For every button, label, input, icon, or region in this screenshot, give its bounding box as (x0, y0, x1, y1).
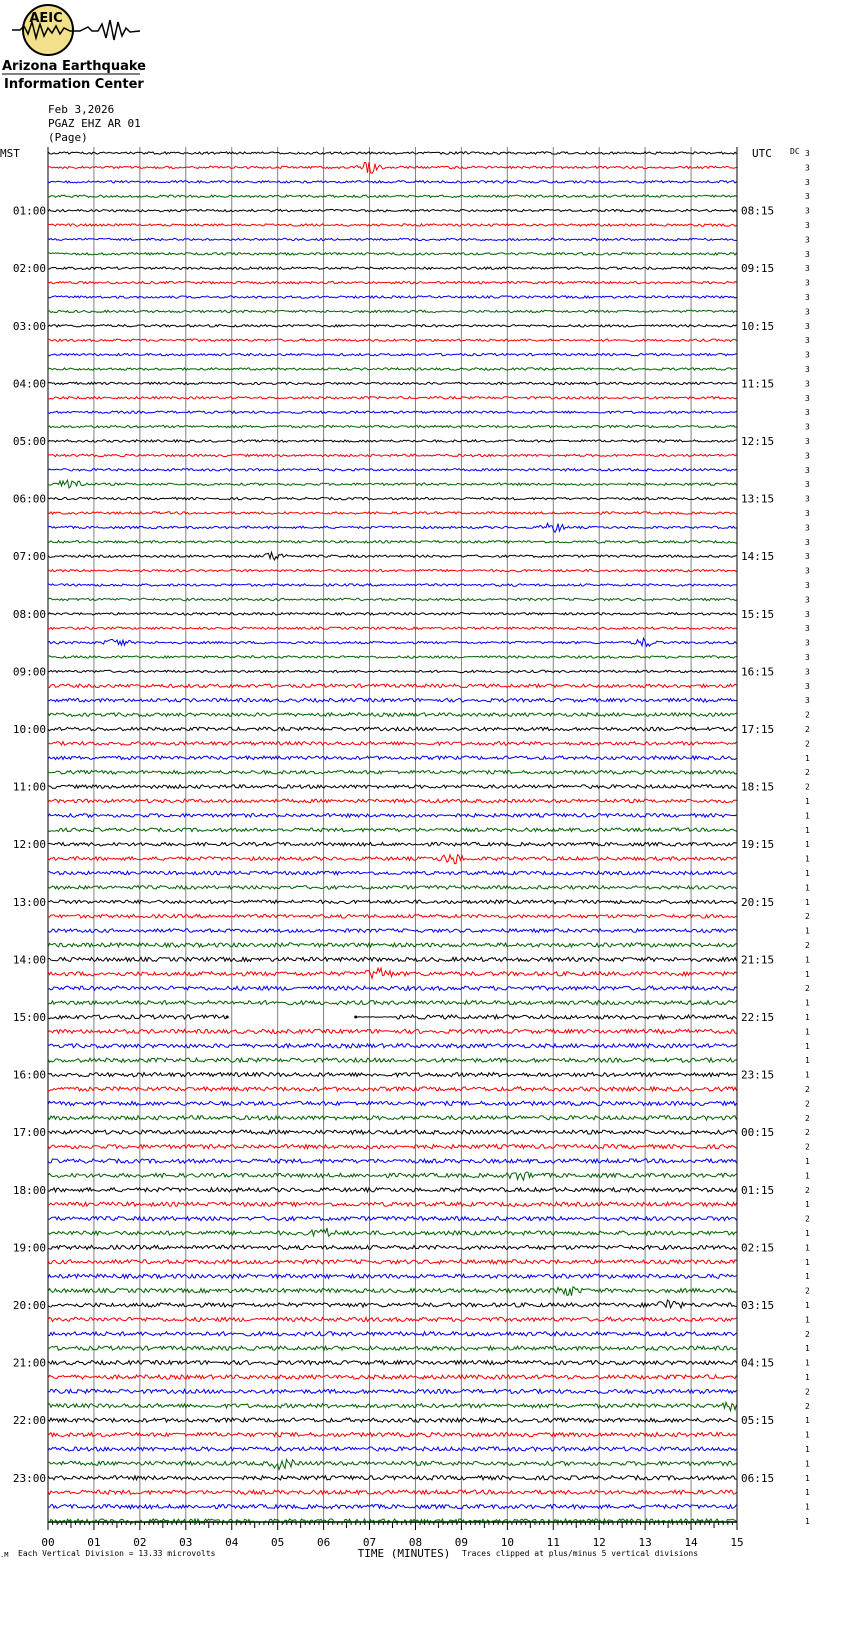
dc-offset-value: 3 (805, 667, 810, 677)
dc-offset-value: 3 (805, 264, 810, 274)
dc-offset-value: 2 (805, 1113, 810, 1123)
dc-offset-value: 2 (805, 1401, 810, 1411)
dc-offset-value: 2 (805, 1142, 810, 1152)
trace-row-91 (48, 1459, 737, 1469)
dc-offset-value: 1 (805, 1157, 810, 1166)
trace-row-18 (48, 411, 737, 413)
utc-hour-label: 04:15 (741, 1356, 775, 1370)
trace-row-74 (48, 1217, 737, 1221)
time-tick-label: 05 (271, 1536, 285, 1549)
time-tick-label: 12 (592, 1536, 606, 1549)
dc-offset-value: 2 (805, 941, 810, 950)
mst-hour-label: 01:00 (12, 204, 46, 218)
trace-row-64 (48, 1073, 737, 1077)
trace-row-48 (48, 842, 737, 846)
trace-row-51 (48, 886, 737, 890)
plot-date: Feb 3,2026 (48, 103, 115, 116)
dc-offset-value: 3 (805, 696, 810, 706)
dc-offset-value: 3 (805, 523, 810, 533)
dc-offset-value: 1 (805, 1200, 810, 1210)
dc-offset-value: 3 (805, 321, 810, 331)
trace-row-56 (48, 957, 737, 961)
dc-offset-value: 1 (805, 854, 810, 864)
dc-offset-value: 3 (805, 393, 810, 403)
trace-row-42 (48, 756, 737, 760)
utc-hour-label: 05:15 (741, 1414, 775, 1428)
trace-row-25 (48, 512, 737, 514)
dc-offset-value: 3 (805, 609, 810, 619)
dc-offset-value: 3 (805, 537, 810, 547)
time-tick-label: 06 (316, 1536, 331, 1549)
logo-line2: Information Center (4, 77, 144, 92)
utc-hour-label: 03:15 (741, 1299, 775, 1312)
mst-hour-label: 17:00 (12, 1126, 46, 1140)
dc-offset-value: 1 (805, 1473, 810, 1483)
dc-offset-value: 1 (805, 753, 810, 763)
mst-hour-label: 14:00 (12, 953, 46, 967)
trace-row-16 (48, 382, 737, 384)
dc-offset-value: 1 (805, 797, 810, 806)
dc-offset-value: 3 (805, 365, 810, 374)
dc-offset-value: 1 (805, 998, 810, 1008)
trace-row-54 (48, 929, 737, 933)
trace-row-13 (48, 339, 737, 341)
time-tick-label: 01 (87, 1536, 101, 1549)
trace-row-84 (48, 1361, 737, 1365)
trace-row-79 (48, 1287, 737, 1296)
trace-row-44 (48, 785, 737, 789)
trace-row-76 (48, 1245, 737, 1249)
dc-offset-value: 3 (805, 307, 810, 317)
dc-offset-value: 1 (805, 897, 810, 907)
trace-row-47 (48, 828, 737, 832)
dc-offset-value: 1 (805, 1315, 810, 1325)
utc-hour-label: 01:15 (741, 1183, 775, 1197)
mst-hour-label: 08:00 (12, 607, 46, 621)
dc-offset-value: 3 (805, 624, 810, 634)
trace-row-15 (48, 368, 737, 370)
dc-offset-value: 2 (805, 768, 810, 778)
trace-row-43 (48, 770, 737, 774)
dc-offset-value: 3 (805, 293, 810, 302)
trace-row-71 (48, 1172, 737, 1180)
trace-row-77 (48, 1260, 737, 1264)
dc-offset-value: 3 (805, 192, 810, 202)
trace-row-89 (48, 1433, 737, 1437)
trace-row-49 (48, 855, 737, 864)
dc-offset-value: 2 (805, 1214, 810, 1224)
dc-offset-value: 3 (805, 422, 810, 432)
dc-column-label: DC (790, 147, 800, 156)
dc-offset-value: 1 (805, 1041, 810, 1051)
mst-hour-label: 03:00 (12, 319, 46, 333)
mst-hour-label: 16:00 (12, 1068, 46, 1082)
dc-offset-value: 2 (805, 1286, 810, 1296)
trace-row-46 (48, 814, 737, 818)
dc-offset-value: 1 (805, 1171, 810, 1181)
utc-hour-label: 22:15 (741, 1011, 775, 1024)
dc-offset-value: 1 (805, 1070, 810, 1080)
dc-offset-value: 3 (805, 350, 810, 360)
trace-row-4 (48, 209, 737, 211)
utc-hour-label: 13:15 (741, 492, 775, 506)
dc-offset-value: 1 (805, 1243, 810, 1253)
dc-offset-value: 3 (805, 465, 810, 475)
dc-offset-value: 1 (805, 1257, 810, 1267)
mst-hour-label: 02:00 (12, 262, 46, 276)
trace-row-52 (48, 900, 737, 904)
trace-row-66 (48, 1101, 737, 1105)
utc-hour-label: 20:15 (741, 895, 775, 909)
trace-row-83 (48, 1346, 737, 1350)
trace-row-19 (48, 425, 737, 427)
dc-offset-value: 1 (805, 1344, 810, 1354)
trace-row-1 (48, 162, 737, 173)
dc-offset-value: 1 (805, 1373, 810, 1382)
trace-row-61 (48, 1029, 737, 1033)
logo-initials: AEIC (29, 11, 63, 26)
dc-offset-value: 3 (805, 595, 810, 605)
trace-row-55 (48, 943, 737, 947)
utc-hour-label: 14:15 (741, 550, 775, 564)
trace-row-36 (48, 670, 737, 672)
trace-row-75 (48, 1228, 737, 1236)
utc-hour-label: 18:15 (741, 780, 775, 794)
trace-row-63 (48, 1058, 737, 1062)
dc-offset-value: 3 (805, 379, 810, 389)
trace-row-72 (48, 1188, 737, 1192)
trace-row-14 (48, 353, 737, 355)
utc-hour-label: 10:15 (741, 319, 775, 333)
dc-offset-value: 3 (805, 552, 810, 562)
dc-offset-value: 3 (805, 206, 810, 216)
dc-offset-value: 3 (805, 221, 810, 230)
trace-row-45 (48, 799, 737, 803)
trace-row-60 (357, 1015, 737, 1019)
dc-offset-value: 3 (805, 163, 810, 173)
time-tick-label: 15 (730, 1536, 744, 1549)
trace-row-60 (48, 1015, 227, 1019)
dc-offset-value: 3 (805, 681, 810, 691)
dc-offset-value: 3 (805, 509, 810, 518)
trace-row-7 (48, 253, 737, 255)
dc-offset-value: 1 (805, 926, 810, 936)
station-code: PGAZ EHZ AR 01 (48, 117, 141, 130)
utc-hour-label: 16:15 (741, 665, 775, 679)
trace-row-93 (48, 1490, 737, 1494)
dc-offset-value: 1 (805, 1301, 810, 1310)
trace-row-40 (48, 727, 737, 731)
dc-offset-value: 1 (805, 1445, 810, 1454)
dc-offset-value: 1 (805, 1416, 810, 1426)
dc-offset-value: 1 (805, 1459, 810, 1469)
dc-offset-value: 1 (805, 955, 810, 965)
trace-row-85 (48, 1375, 737, 1379)
trace-row-87 (48, 1402, 737, 1410)
trace-row-68 (48, 1130, 737, 1134)
dc-offset-value: 1 (805, 1013, 810, 1022)
dc-offset-value: 2 (805, 1387, 810, 1397)
trace-row-38 (48, 698, 737, 702)
dc-offset-value: 1 (805, 1272, 810, 1282)
trace-row-5 (48, 224, 737, 226)
mst-hour-label: 11:00 (12, 780, 46, 794)
trace-row-28 (48, 552, 737, 560)
trace-row-24 (48, 497, 737, 499)
gap-marker (226, 1016, 229, 1019)
mst-hour-label: 23:00 (12, 1471, 46, 1485)
utc-hour-label: 12:15 (741, 435, 775, 448)
mst-hour-label: 09:00 (12, 665, 46, 679)
dc-offset-value: 3 (805, 278, 810, 288)
gap-marker (354, 1016, 357, 1019)
dc-offset-value: 3 (805, 437, 810, 446)
dc-offset-value: 1 (805, 883, 810, 893)
mst-hour-label: 21:00 (12, 1356, 46, 1370)
dc-offset-value: 1 (805, 1229, 810, 1238)
trace-row-8 (48, 267, 737, 269)
mst-hour-label: 13:00 (12, 895, 46, 909)
dc-offset-value: 3 (805, 581, 810, 590)
trace-row-70 (48, 1159, 737, 1163)
dc-offset-value: 1 (805, 869, 810, 878)
dc-offset-value: 1 (805, 969, 810, 979)
dc-offset-value: 1 (805, 1056, 810, 1066)
time-tick-label: 10 (500, 1536, 514, 1549)
dc-offset-value: 2 (805, 725, 810, 734)
trace-row-39 (48, 713, 737, 717)
trace-row-2 (48, 181, 737, 183)
trace-row-90 (48, 1447, 737, 1451)
dc-offset-value: 3 (805, 480, 810, 490)
mst-hour-label: 20:00 (12, 1299, 46, 1312)
mst-hour-label: 04:00 (12, 377, 46, 391)
dc-offset-value: 2 (805, 1099, 810, 1109)
trace-row-53 (48, 914, 737, 918)
dc-offset-value: 3 (805, 451, 810, 461)
trace-row-26 (48, 523, 737, 532)
utc-hour-label: 11:15 (741, 377, 775, 391)
trace-row-86 (48, 1389, 737, 1393)
trace-row-23 (48, 480, 737, 488)
dc-offset-value: 2 (805, 1185, 810, 1195)
dc-offset-value: 1 (805, 1517, 810, 1526)
trace-row-78 (48, 1274, 737, 1278)
trace-row-92 (48, 1476, 737, 1480)
trace-row-29 (48, 569, 737, 571)
utc-hour-label: 06:15 (741, 1471, 775, 1485)
dc-offset-value: 3 (805, 408, 810, 418)
trace-row-35 (48, 656, 737, 658)
dc-offset-value: 3 (805, 336, 810, 346)
utc-hour-label: 19:15 (741, 838, 775, 852)
time-tick-label: 00 (41, 1536, 55, 1549)
trace-row-73 (48, 1202, 737, 1206)
utc-hour-label: 15:15 (741, 607, 775, 621)
time-tick-label: 03 (179, 1536, 193, 1549)
trace-row-6 (48, 238, 737, 240)
mst-hour-label: 19:00 (12, 1241, 46, 1255)
trace-row-11 (48, 310, 737, 312)
left-axis-label: MST (0, 147, 20, 160)
trace-row-33 (48, 627, 737, 629)
dc-offset-value: 2 (805, 912, 810, 922)
dc-offset-value: 3 (805, 494, 810, 504)
dc-offset-value: 1 (805, 1430, 810, 1440)
trace-row-80 (48, 1300, 737, 1308)
right-axis-label: UTC (752, 147, 772, 160)
trace-row-20 (48, 440, 737, 442)
trace-row-58 (48, 986, 737, 990)
utc-hour-label: 00:15 (741, 1126, 775, 1140)
dc-offset-value: 1 (805, 825, 810, 835)
dc-offset-value: 1 (805, 1358, 810, 1368)
dc-offset-value: 3 (805, 235, 810, 245)
trace-row-69 (48, 1145, 737, 1149)
time-tick-label: 07 (362, 1536, 377, 1549)
dc-offset-value: 3 (805, 249, 810, 259)
dc-offset-value: 2 (805, 782, 810, 792)
utc-hour-label: 02:15 (741, 1241, 775, 1255)
trace-row-81 (48, 1317, 737, 1321)
time-tick-label: 04 (225, 1536, 239, 1549)
time-tick-label: 02 (133, 1536, 147, 1549)
dc-offset-value: 2 (805, 1128, 810, 1138)
time-axis-title: TIME (MINUTES) (357, 1547, 451, 1560)
dc-offset-value: 3 (805, 653, 810, 662)
dc-offset-value: 1 (805, 1502, 810, 1512)
dc-offset-value: 3 (805, 177, 810, 187)
trace-row-94 (48, 1505, 737, 1509)
station-location: (Page) (48, 131, 88, 144)
dc-offset-value: 2 (805, 1085, 810, 1094)
dc-offset-value: 2 (805, 739, 810, 749)
mst-hour-label: 06:00 (12, 492, 46, 506)
trace-row-41 (48, 742, 737, 746)
trace-row-62 (48, 1044, 737, 1048)
utc-hour-label: 21:15 (741, 953, 775, 967)
dc-offset-value: 3 (805, 638, 810, 648)
footer-mark: .M (0, 1551, 9, 1559)
mst-hour-label: 22:00 (12, 1414, 46, 1428)
dc-offset-value: 2 (805, 1329, 810, 1339)
time-tick-label: 14 (684, 1536, 698, 1549)
time-tick-label: 08 (408, 1536, 423, 1549)
dc-offset-value: 3 (805, 149, 810, 158)
trace-row-57 (48, 968, 737, 978)
trace-row-32 (48, 613, 737, 615)
utc-hour-label: 08:15 (741, 204, 775, 218)
time-tick-label: 13 (638, 1536, 652, 1549)
utc-hour-label: 17:15 (741, 723, 775, 736)
mst-hour-label: 15:00 (12, 1011, 46, 1024)
utc-hour-label: 09:15 (741, 262, 775, 276)
trace-row-37 (48, 684, 737, 688)
mst-hour-label: 12:00 (12, 838, 46, 852)
trace-row-10 (48, 296, 737, 298)
time-tick-label: 09 (454, 1536, 469, 1549)
trace-row-31 (48, 598, 737, 600)
trace-row-59 (48, 1001, 737, 1005)
trace-row-21 (48, 454, 737, 456)
trace-row-17 (48, 397, 737, 399)
trace-row-9 (48, 281, 737, 283)
trace-row-67 (48, 1116, 737, 1120)
mst-hour-label: 07:00 (12, 550, 46, 564)
trace-row-27 (48, 541, 737, 543)
trace-row-50 (48, 871, 737, 875)
utc-hour-label: 23:15 (741, 1068, 775, 1082)
trace-row-12 (48, 325, 737, 327)
trace-row-65 (48, 1087, 737, 1091)
mst-hour-label: 18:00 (12, 1183, 46, 1197)
trace-row-22 (48, 469, 737, 471)
trace-row-3 (48, 195, 737, 197)
trace-row-82 (48, 1332, 737, 1336)
dc-offset-value: 1 (805, 811, 810, 821)
trace-row-88 (48, 1418, 737, 1422)
trace-row-0 (48, 152, 737, 154)
dc-offset-value: 1 (805, 840, 810, 850)
trace-row-34 (48, 638, 737, 646)
vertical-division-note: Each Vertical Division = 13.33 microvolts (18, 1549, 216, 1558)
trace-row-30 (48, 584, 737, 586)
dc-offset-value: 3 (805, 566, 810, 576)
clipping-note: Traces clipped at plus/minus 5 vertical divisions (462, 1549, 699, 1558)
mst-hour-label: 05:00 (12, 435, 46, 448)
logo-line1: Arizona Earthquake (2, 59, 146, 74)
time-tick-label: 11 (546, 1536, 560, 1549)
mst-hour-label: 10:00 (12, 723, 46, 736)
dc-offset-value: 1 (805, 1488, 810, 1498)
dc-offset-value: 1 (805, 1027, 810, 1037)
dc-offset-value: 2 (805, 710, 810, 720)
dc-offset-value: 2 (805, 984, 810, 994)
